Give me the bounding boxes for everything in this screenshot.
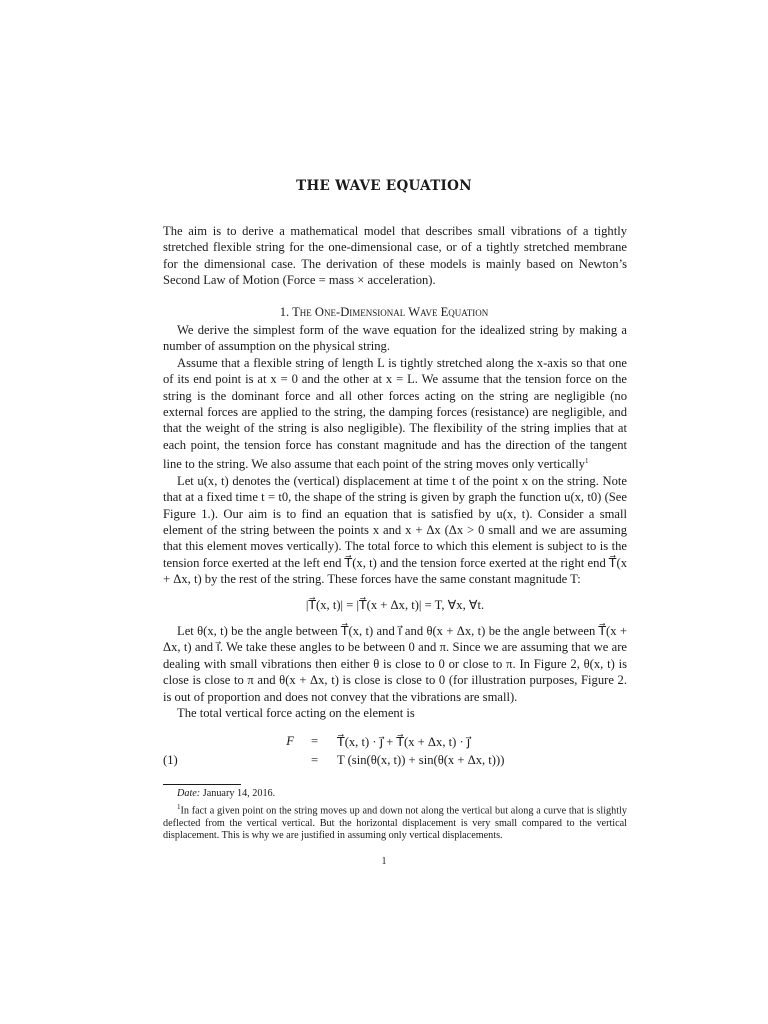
equation-magnitude: |T⃗(x, t)| = |T⃗(x + Δx, t)| = T, ∀x, ∀t.	[305, 598, 485, 612]
footnote-1	[163, 801, 627, 843]
section-body-continued	[163, 623, 627, 721]
paragraph-5: The total vertical force acting on the element is	[177, 706, 415, 721]
date-value: January 14, 2016.	[202, 788, 276, 799]
paragraph-3: Let u(x, t) denotes the (vertical) displacement at time t of the point x on the string. Note that at a fixed time t = t0, the shape of the string is given by graph the function u(x, t0) (See Figure 1.). Our aim is to find an equation that is satisfied by u(x, t). Consider a small element of the string between the points x and x + Δx (Δx > 0 small and we are assuming that this element moves vertically). The total force to which this element is subject to is the tension force exerted at the left end T⃗(x, t) and the tension force exerted at the right end T⃗(x + Δx, t) by the rest of the string. These forces have the same constant magnitude T:	[163, 473, 627, 587]
paper-title: THE WAVE EQUATION	[296, 178, 472, 194]
section-body	[163, 322, 627, 588]
paragraph-4: Let θ(x, t) be the angle between T⃗(x, t) and i⃗ and θ(x + Δx, t) be the angle between T⃗(x + Δx, t) and i⃗. We take these angles to be between 0 and π. Since we are assuming that we are dealing with small vibrations then either θ is close to 0 or close to π. In Figure 2, θ(x, t) is close is close to π and θ(x + Δx, t) is close is close to 0 (for illustration purposes, Figure 2. is out of proportion and does not convey that the vibrations are small).	[163, 624, 627, 704]
footnote-marker: 1	[584, 457, 589, 466]
equation-1-row-2	[163, 753, 627, 772]
abstract	[163, 223, 627, 289]
equation-1-row-1	[163, 734, 627, 753]
equation-1-lhs: F	[286, 734, 294, 748]
abstract-text: The aim is to derive a mathematical model that describes small vibrations of a tightly stretched flexible string for the one-dimensional case, or of a tightly stretched membrane for the dimensional case. The derivation of these models is mainly based on Newton’s Second Law of Motion (Force = mass × acceleration).	[163, 224, 627, 288]
footnote-1-text: In fact a given point on the string moves up and down not along the vertical but along a curve that is slightly deflected from the vertical vertical. But the horizontal displacement is very small compared to the vertical displacement. This is why we are justified in assuming only vertical displacements.	[163, 804, 627, 842]
equation-1-rhs-2: T (sin(θ(x, t)) + sin(θ(x + Δx, t)))	[337, 753, 505, 767]
page-number: 1	[381, 856, 387, 867]
date-label: Date:	[177, 788, 201, 799]
equation-1-number: (1)	[163, 753, 178, 767]
section-title: The One-Dimensional Wave Equation	[292, 305, 489, 319]
footnotes	[163, 788, 627, 843]
paragraph-1: We derive the simplest form of the wave equation for the idealized string by making a number of assumption on the physical string.	[163, 323, 627, 354]
footnote-1-marker: 1	[177, 802, 181, 811]
footnote-date	[163, 788, 627, 801]
paragraph-2	[163, 355, 627, 473]
footnote-rule	[163, 784, 241, 785]
equation-1	[163, 734, 627, 772]
equation-1-rhs-1: T⃗(x, t) · j⃗ + T⃗(x + Δx, t) · j⃗	[337, 735, 471, 749]
paragraph-2-text: Assume that a flexible string of length L is tightly stretched along the x-axis so that one of its end point is at x = 0 and the other at x = L. We assume that the tension force on the string is the dominant force and all other forces acting on the string are negligible (no external forces are applied to the string, the damping forces (resistance) are negligible, and that the weight of the string is also negligible). The flexibility of the string implies that at each point, the tension force has constant magnitude and has the direction of the tangent line to the string. We also assume that each point of the string moves only vertically	[163, 355, 627, 472]
equation-1-rel-1: =	[311, 734, 319, 748]
equation-1-rel-2: =	[311, 753, 319, 767]
section-number: 1.	[279, 305, 290, 319]
section-heading	[0, 305, 768, 320]
